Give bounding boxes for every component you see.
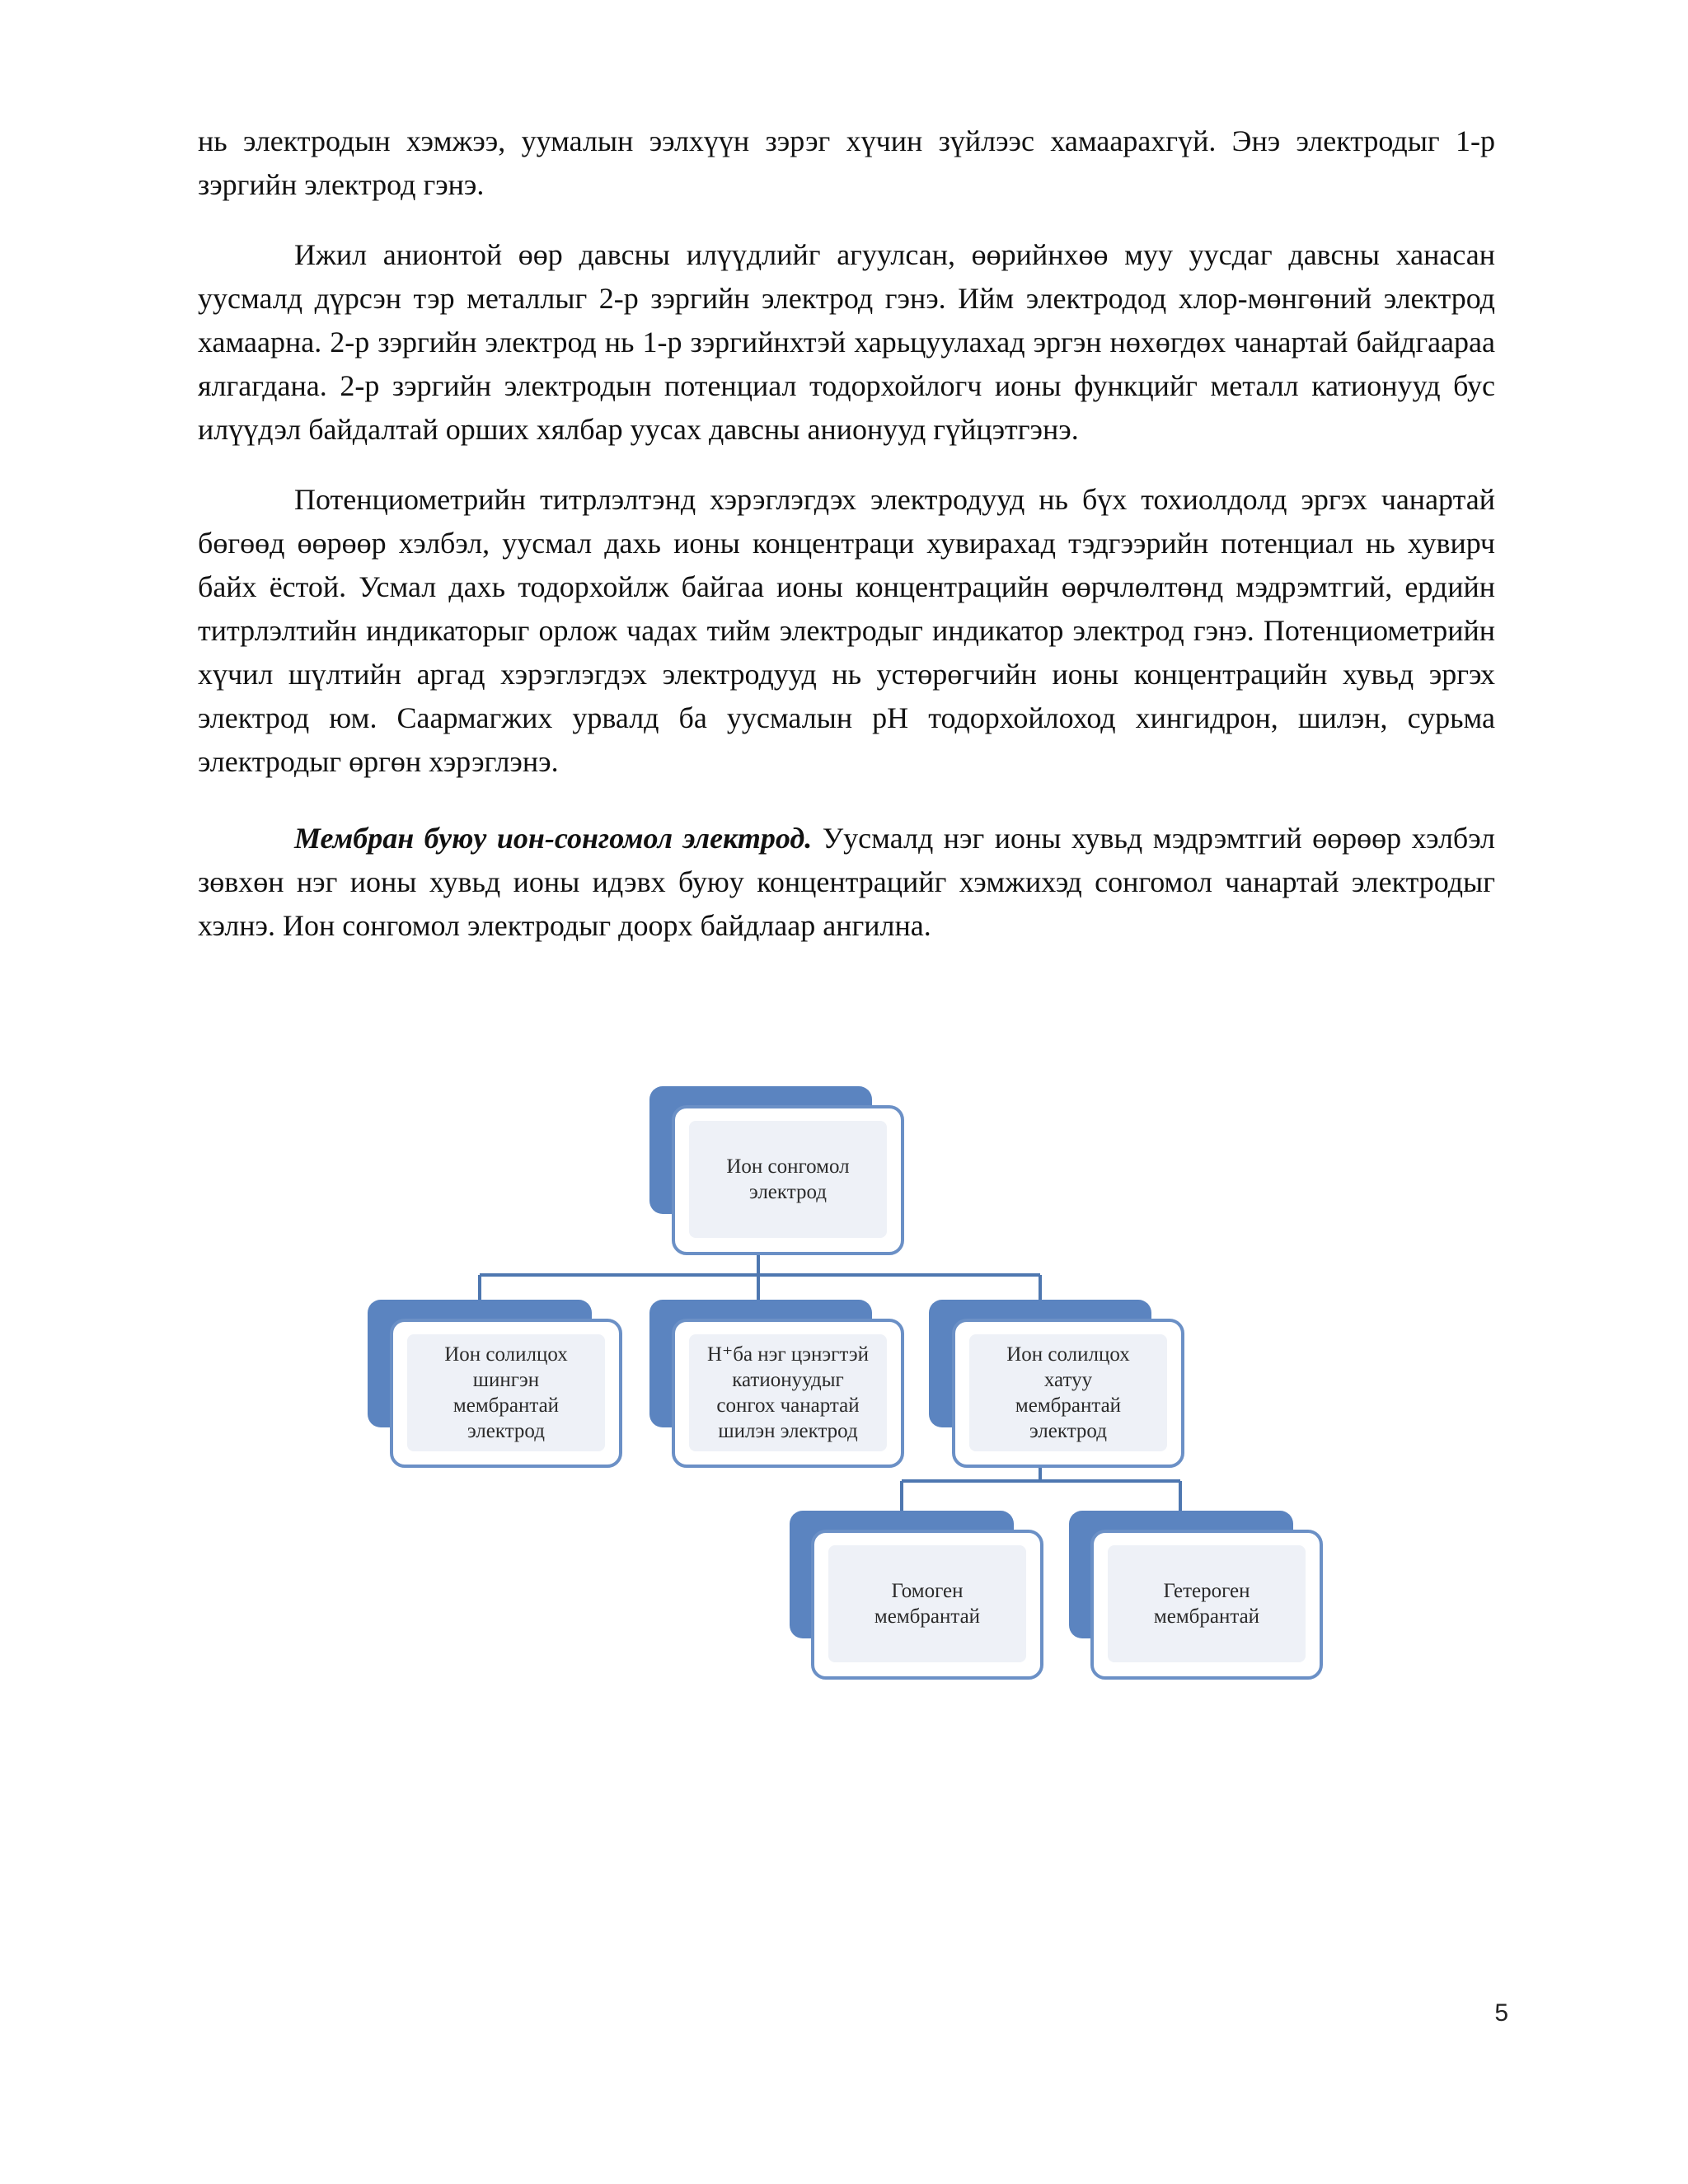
node-child3-label: Ион солилцох хатуу мембрантай электрод bbox=[1006, 1343, 1130, 1442]
paragraph-4-text: Уусмалд нэг ионы хувьд мэдрэмтгий өөрөөр хэлбэл зөвхөн нэг ионы хувьд ионы идэвх буюу концентрацийг хэмжихэд сонгомол чанартай электродыг хэлнэ. Ион сонгомол электродыг доорх байдлаар ангилна. bbox=[198, 822, 1495, 942]
paragraph-2: Ижил анионтой өөр давсны илүүдлийг агуулсан, өөрийнхөө муу уусдаг давсны ханасан уусмалд дүрсэн тэр металлыг 2-р зэргийн электрод гэнэ. Ийм электродод хлор-мөнгөний электрод хамаарна. 2-р зэргийн электрод нь 1-р зэргийнхтэй харьцуулахад эргэн нөхөгдөх чанартай байдгаараа ялгагдана. 2-р зэргийн электродын потенциал тодорхойлогч ионы функцийг металл катионууд бус илүүдэл байдалтай орших хялбар уусах давсны анионууд гүйцэтгэнэ. bbox=[198, 238, 1495, 446]
node-child2-label: H⁺ба нэг цэнэгтэй катионуудыг сонгох чанартай шилэн электрод bbox=[706, 1343, 870, 1442]
node-child3a-label: Гомоген мембрантай bbox=[874, 1580, 981, 1628]
paragraph-3: Потенциометрийн титрлэлтэнд хэрэглэгдэх электродууд нь бүх тохиолдолд эргэх чанартай бөгөөд өөрөөр хэлбэл, уусмал дахь ионы концентраци хувирахад тэдгээрийн потенциал нь хувирч байх ёстой. Усмал дахь тодорхойлж байгаа ионы концентрацийн өөрчлөлтөнд мэдрэмтгий, ердийн титрлэлтийн индикаторыг орлож чадах тийм электродыг индикатор электрод гэнэ. Потенциометрийн хүчил шүлтийн аргад хэрэглэгдэх электродууд нь устөрөгчийн ионы концентрацийн хувьд эргэх электрод юм. Саармагжих урвалд ба уусмалын pH тодорхойлоход хингидрон, шилэн, сурьма электродыг өргөн хэрэглэнэ. bbox=[198, 483, 1495, 778]
page-number: 5 bbox=[1494, 1999, 1508, 2027]
node-child1-label: Ион солилцох шингэн мембрантай электрод bbox=[444, 1343, 568, 1442]
paragraph-1: нь электродын хэмжээ, уумалын ээлхүүн зэрэг хүчин зүйлээс хамаарахгүй. Энэ электродыг 1-р зэргийн электрод гэнэ. bbox=[198, 124, 1495, 201]
node-root-label: Ион сонгомол электрод bbox=[726, 1155, 850, 1203]
term-heading: Мембран буюу ион-сонгомол электрод. bbox=[294, 822, 813, 855]
node-child3b-label: Гетероген мембрантай bbox=[1153, 1580, 1260, 1628]
